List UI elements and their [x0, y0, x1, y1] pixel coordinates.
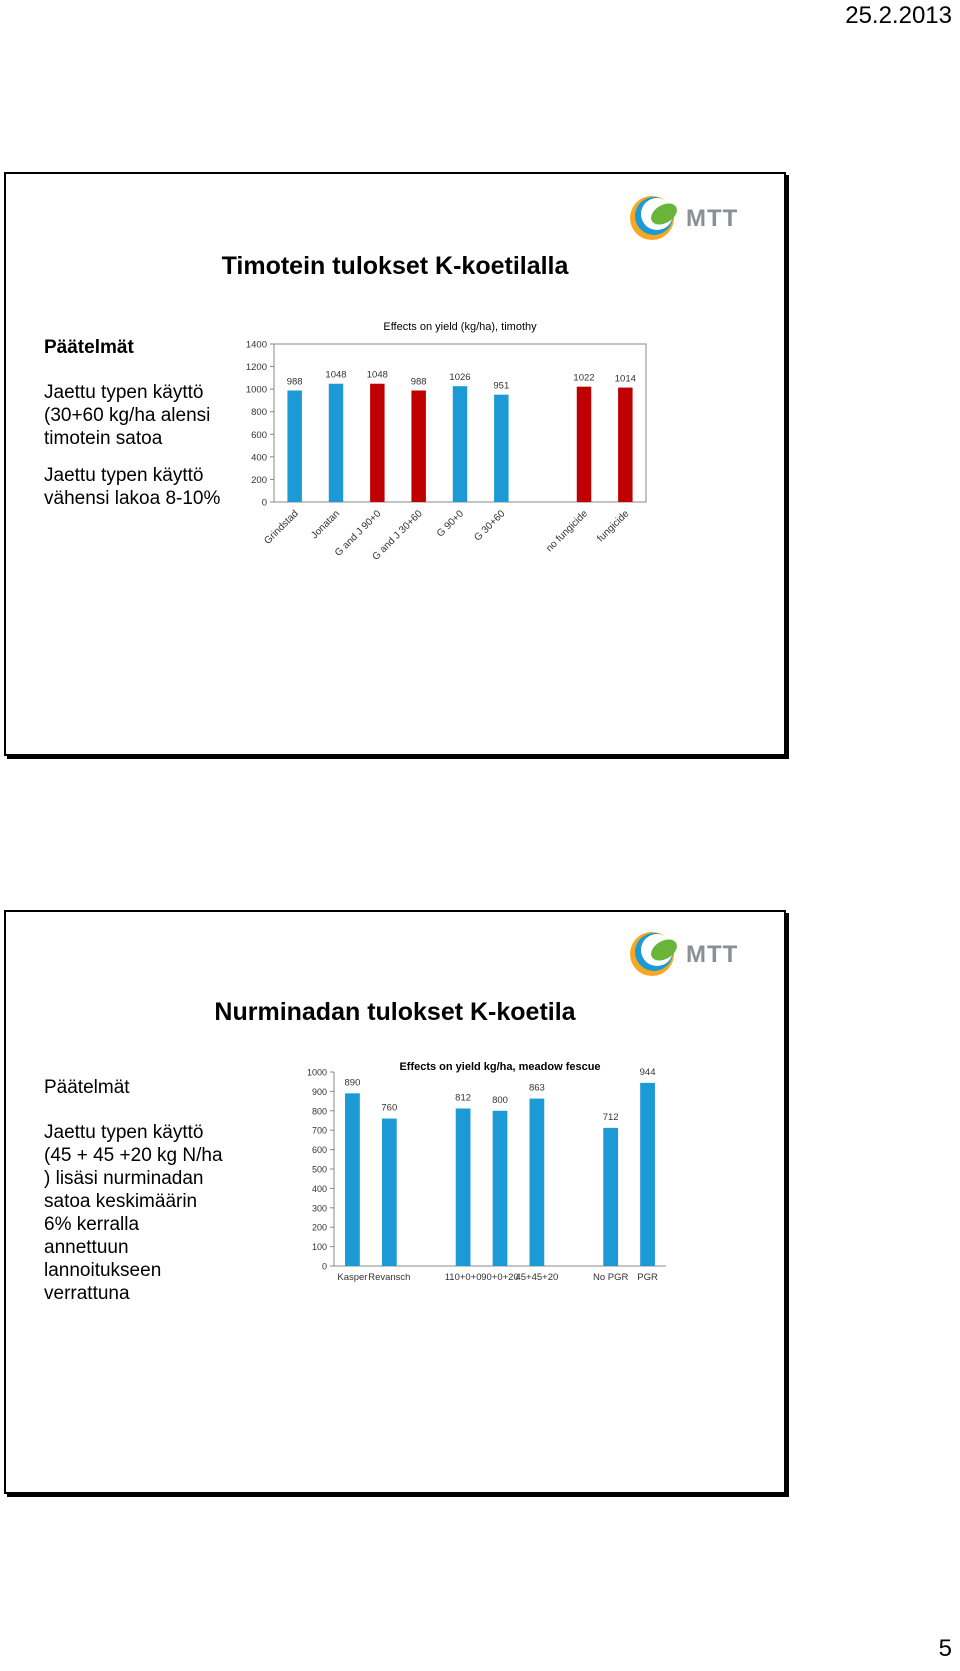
data-label: 988	[410, 376, 427, 388]
x-tick-label: 110+0+0	[444, 1272, 482, 1283]
data-label: 988	[286, 376, 303, 388]
bar	[530, 1099, 545, 1266]
slide-meadow-fescue	[4, 910, 786, 1494]
x-tick-label: G 30+60	[472, 508, 508, 544]
mtt-logo	[624, 188, 764, 248]
bar	[287, 390, 301, 502]
mtt-logo	[624, 924, 764, 984]
bar	[329, 384, 343, 502]
x-tick-label: PGR	[637, 1272, 658, 1283]
data-label: 1014	[614, 373, 636, 385]
meadow-fescue-yield-chart	[296, 1060, 676, 1292]
x-tick-label: no fungicide	[544, 508, 591, 555]
y-tick-label: 300	[311, 1203, 327, 1214]
conclusions-panel	[44, 1076, 224, 1319]
y-tick-label: 900	[311, 1086, 327, 1097]
x-tick-label: G and J 90+0	[333, 508, 384, 559]
bar	[577, 387, 591, 502]
conclusions-heading: Päätelmät	[44, 337, 134, 358]
data-label: 812	[455, 1092, 472, 1104]
x-tick-label: G 90+0	[434, 508, 467, 540]
bar	[494, 395, 508, 502]
bar	[345, 1093, 360, 1266]
y-tick-label: 1000	[245, 384, 267, 396]
page-number: 5	[938, 1635, 952, 1662]
data-label: 951	[493, 380, 510, 392]
y-tick-label: 200	[251, 474, 267, 486]
y-tick-label: 1000	[306, 1067, 327, 1078]
bar	[453, 386, 467, 502]
x-tick-label: Kasper	[337, 1272, 368, 1283]
x-tick-label: 90+0+20	[481, 1272, 519, 1283]
y-tick-label: 100	[311, 1242, 327, 1253]
timothy-yield-chart	[236, 314, 656, 574]
y-tick-label: 200	[311, 1222, 327, 1233]
data-label: 800	[492, 1094, 508, 1106]
y-tick-label: 500	[311, 1164, 327, 1175]
y-tick-label: 600	[251, 429, 267, 441]
data-label: 712	[602, 1111, 619, 1123]
y-tick-label: 0	[321, 1261, 327, 1272]
data-label: 760	[381, 1102, 398, 1114]
y-tick-label: 700	[311, 1125, 327, 1136]
conclusion-paragraph: Jaettu typen käyttö (45 + 45 +20 kg N/ha ) lisäsi nurminadan satoa keskimäärin 6% kerralla annettuun lannoitukseen verrattuna	[44, 1122, 223, 1304]
bar	[382, 1119, 397, 1266]
bar	[618, 388, 632, 502]
x-tick-label: Jonatan	[309, 508, 343, 542]
data-label: 890	[344, 1077, 361, 1089]
y-tick-label: 1200	[245, 362, 267, 374]
slide-title: Nurminadan tulokset K-koetila	[214, 998, 576, 1026]
bar	[370, 384, 384, 502]
x-tick-label: Revansch	[368, 1272, 411, 1283]
bar	[603, 1128, 618, 1266]
date-header: 25.2.2013	[845, 2, 952, 29]
y-tick-label: 400	[251, 452, 267, 464]
slide-title: Timotein tulokset K-koetilalla	[221, 252, 569, 280]
y-tick-label: 800	[251, 407, 267, 419]
chart-title: Effects on yield kg/ha, meadow fescue	[399, 1061, 601, 1073]
y-tick-label: 800	[311, 1106, 327, 1117]
data-label: 944	[639, 1066, 656, 1078]
conclusions-panel	[44, 336, 224, 524]
bar	[411, 390, 425, 502]
conclusion-paragraph: Jaettu typen käyttö vähensi lakoa 8-10%	[44, 465, 221, 509]
bar	[640, 1083, 655, 1266]
y-tick-label: 1400	[245, 339, 267, 351]
y-tick-label: 600	[311, 1145, 327, 1156]
conclusions-heading: Päätelmät	[44, 1077, 130, 1098]
data-label: 1026	[449, 372, 471, 384]
x-tick-label: fungicide	[595, 508, 632, 545]
data-label: 1048	[366, 369, 388, 381]
slide-timothy	[4, 172, 786, 756]
y-tick-label: 400	[311, 1183, 327, 1194]
x-tick-label: 45+45+20	[515, 1272, 559, 1283]
x-tick-label: Grindstad	[262, 508, 301, 547]
logo-text: MTT	[686, 941, 739, 968]
chart-title: Effects on yield (kg/ha), timothy	[383, 321, 537, 333]
bar	[493, 1111, 508, 1266]
bar	[456, 1108, 471, 1266]
conclusion-paragraph: Jaettu typen käyttö (30+60 kg/ha alensi timotein satoa	[44, 382, 211, 449]
data-label: 863	[528, 1082, 545, 1094]
data-label: 1022	[573, 372, 595, 384]
x-tick-label: G and J 30+60	[370, 508, 425, 563]
data-label: 1048	[325, 369, 347, 381]
logo-text: MTT	[686, 205, 739, 232]
x-tick-label: No PGR	[592, 1272, 629, 1283]
y-tick-label: 0	[261, 497, 267, 509]
